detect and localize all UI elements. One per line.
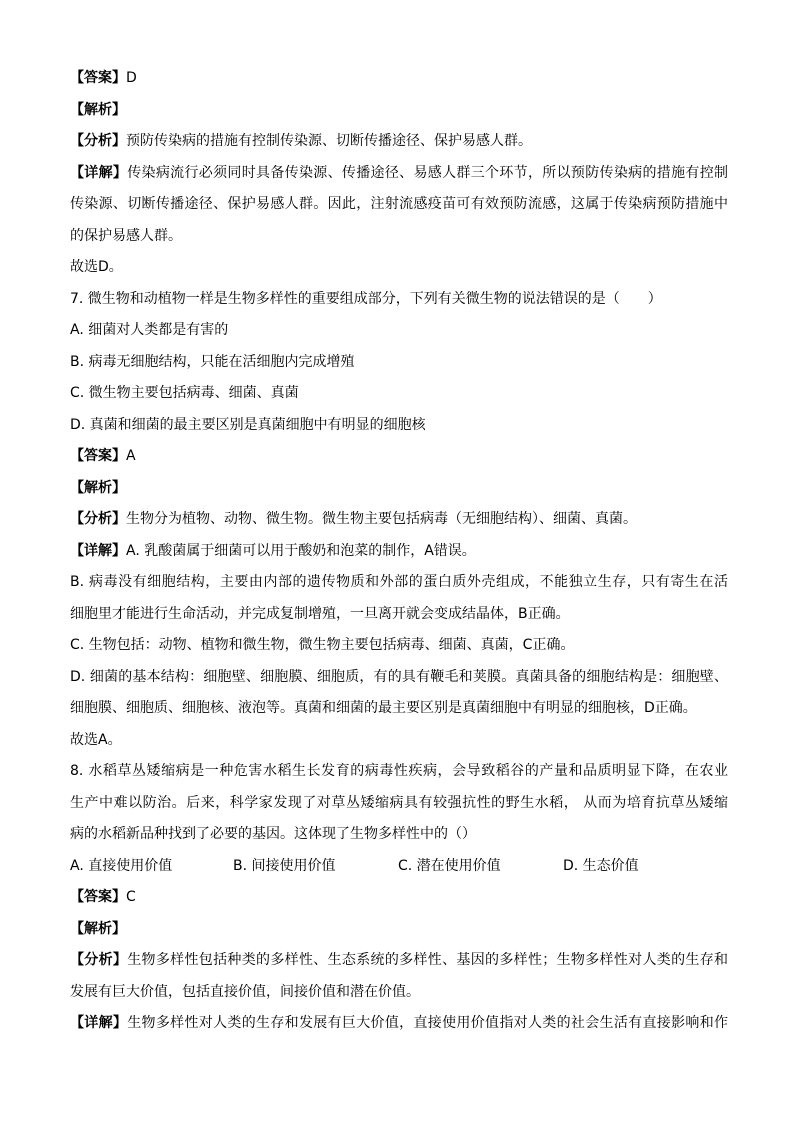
- q8-fenxi-2: 发展有巨大价值，包括直接价值，间接价值和潜在价值。: [70, 983, 420, 1000]
- fenxi-label: 【分析】: [70, 511, 126, 527]
- analysis-label: 【解析】: [70, 479, 126, 496]
- answer-label: 【答案】: [70, 448, 126, 464]
- answer-value: C: [126, 889, 136, 905]
- q6-detail-1: [70, 158, 728, 190]
- q7-conclusion: 故选A。: [70, 731, 122, 748]
- q8-answer: [70, 882, 728, 914]
- q7-detail-b2: 细胞里才能进行生命活动，并完成复制增殖，一旦离开就会变成结晶体，B正确。: [70, 605, 570, 622]
- answer-label: 【答案】: [70, 889, 126, 905]
- q7-detail-d1: D. 细菌的基本结构：细胞壁、细胞膜、细胞质，有的具有鞭毛和荚膜。真菌具备的细胞结构是：细胞壁、: [70, 668, 728, 685]
- q8-option-d: D. 生态价值: [563, 857, 639, 874]
- q7-option-b: B. 病毒无细胞结构，只能在活细胞内完成增殖: [70, 353, 355, 370]
- q6-detail-2: 传染源、切断传播途径、保护易感人群。因此，注射流感疫苗可有效预防流感，这属于传染病预防措施中: [70, 196, 728, 212]
- q8-detail: [70, 1008, 728, 1040]
- q7-option-c: C. 微生物主要包括病毒、细菌、真菌: [70, 385, 299, 401]
- fenxi-text: 生物分为植物、动物、微生物。微生物主要包括病毒（无细胞结构）、细菌、真菌。: [126, 511, 637, 527]
- fenxi-text: 生物多样性包括种类的多样性、生态系统的多样性、基因的多样性；生物多样性对人类的生存和: [127, 952, 729, 968]
- q6-detail-3: 的保护易感人群。: [70, 227, 182, 244]
- q8-options: [70, 851, 728, 883]
- q7-detail-c: C. 生物包括：动物、植物和微生物，微生物主要包括病毒、细菌、真菌，C正确。: [70, 637, 575, 653]
- fenxi-text: 预防传染病的措施有控制传染源、切断传播途径、保护易感人群。: [126, 133, 532, 149]
- detail-text: 生物多样性对人类的生存和发展有巨大价值，直接使用价值指对人类的社会生活有直接影响和作: [127, 1015, 729, 1031]
- answer-value: A: [126, 448, 136, 464]
- answer-label: 【答案】: [70, 70, 126, 86]
- q7-stem: 7. 微生物和动植物一样是生物多样性的重要组成部分，下列有关微生物的说法错误的是（ ）: [70, 290, 662, 307]
- detail-label: 【详解】: [70, 542, 126, 559]
- q8-stem-2: 生产中难以防治。后来，科学家发现了对草丛矮缩病具有较强抗性的野生水稻， 从而为培育抗草丛矮缩: [70, 794, 728, 811]
- document-page: [70, 63, 728, 1040]
- q6-fenxi: [70, 126, 728, 158]
- fenxi-label: 【分析】: [70, 952, 128, 968]
- detail-label: 【详解】: [70, 1015, 128, 1031]
- fenxi-label: 【分析】: [70, 133, 126, 149]
- q7-answer: [70, 441, 728, 473]
- q8-option-c: C. 潜在使用价值: [398, 857, 501, 874]
- q8-analysis-heading: [70, 914, 728, 946]
- q7-fenxi: [70, 504, 728, 536]
- analysis-label: 【解析】: [70, 101, 126, 118]
- q6-conclusion: 故选D。: [70, 259, 123, 275]
- analysis-label: 【解析】: [70, 920, 126, 937]
- q8-fenxi-1: [70, 945, 728, 977]
- q8-option-b: B. 间接使用价值: [233, 857, 336, 874]
- q7-detail-a: [70, 536, 728, 568]
- q7-analysis-heading: [70, 473, 728, 505]
- detail-text: A. 乳酸菌属于细菌可以用于酸奶和泡菜的制作，A错误。: [126, 542, 476, 559]
- q7-detail-b1: B. 病毒没有细胞结构，主要由内部的遗传物质和外部的蛋白质外壳组成，不能独立生存，只有寄生在活: [70, 574, 728, 590]
- answer-value: D: [126, 70, 137, 86]
- detail-label: 【详解】: [70, 164, 128, 181]
- q8-option-a: A. 直接使用价值: [70, 857, 173, 874]
- q7-detail-d2: 细胞膜、细胞质、细胞核、液泡等。真菌和细菌的最主要区别是真菌细胞中有明显的细胞核，D正确。: [70, 700, 697, 716]
- q7-option-d: D. 真菌和细菌的最主要区别是真菌细胞中有明显的细胞核: [70, 416, 426, 433]
- q6-answer: [70, 63, 728, 95]
- detail-text: 传染病流行必须同时具备传染源、传播途径、易感人群三个环节，所以预防传染病的措施有控制: [127, 164, 729, 181]
- q8-stem-3: 病的水稻新品种找到了必要的基因。这体现了生物多样性中的（）: [70, 826, 476, 842]
- q6-analysis-heading: [70, 95, 728, 127]
- q8-stem-1: 8. 水稻草丛矮缩病是一种危害水稻生长发育的病毒性疾病，会导致稻谷的产量和品质明显下降，在农业: [70, 763, 728, 779]
- q7-option-a: A. 细菌对人类都是有害的: [70, 322, 229, 338]
